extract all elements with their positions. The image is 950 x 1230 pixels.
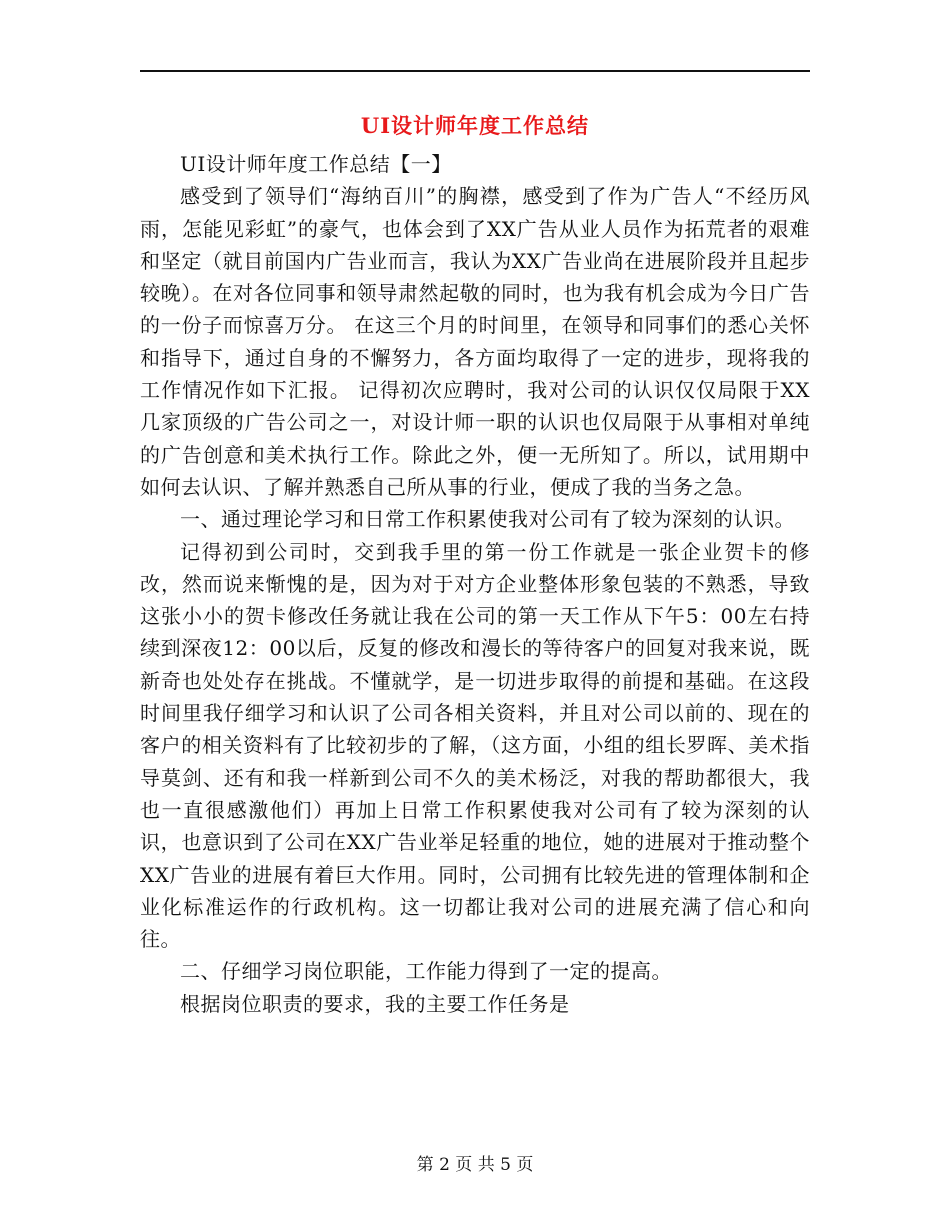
document-title: UI设计师年度工作总结 [360,113,590,138]
body-paragraph: 根据岗位职责的要求，我的主要工作任务是 [180,991,570,1016]
subsection-heading: 二、仔细学习岗位职能，工作能力得到了一定的提高。 [180,959,672,984]
body-paragraph: 记得初到公司时，交到我手里的第一份工作就是一张企业贺卡的修改，然而说来惭愧的是，因为对于对方企业整体形象包装的不熟悉，导致这张小小的贺卡修改任务就让我在公司的第一天工作从下午5：00左右持续到深夜12：00以后，反复的修改和漫长的等待客户的回复对我来说，既新奇也处处存在挑战。不懂就学，是一切进步取得的前提和基础。在这段时间里我仔细学习和认识了公司各相关资料，并且对公司以前的、现在的客户的相关资料有了比较初步的了解，（这方面，小组的组长罗晖、美术指导莫剑、还有和我一样新到公司不久的美术杨泛，对我的帮助都很大，我也一直很感激他们）再加上日常工作积累使我对公司有了较为深刻的认识，也意识到了公司在XX广告业举足轻重的地位，她的进展对于推动整个XX广告业的进展有着巨大作用。同时，公司拥有比较先进的管理体制和企业化标准运作的行政机构。这一切都让我对公司的进展充满了信心和向往。 [140,539,810,952]
section-heading: UI设计师年度工作总结【一】 [180,152,452,176]
header-rule [140,70,810,72]
subsection-heading: 一、通过理论学习和日常工作积累使我对公司有了较为深刻的认识。 [180,507,795,532]
page-number-footer: 第 2 页 共 5 页 [416,1155,534,1175]
body-paragraph: 感受到了领导们“海纳百川”的胸襟，感受到了作为广告人“不经历风雨，怎能见彩虹”的豪气，也体会到了XX广告从业人员作为拓荒者的艰难和坚定（就目前国内广告业而言，我认为XX广告业尚在进展阶段并且起步较晚）。在对各位同事和领导肃然起敬的同时，也为我有机会成为今日广告的一份子而惊喜万分。 在这三个月的时间里，在领导和同事们的悉心关怀和指导下，通过自身的不懈努力，各方面均取得了一定的进步，现将我的工作情况作如下汇报。 记得初次应聘时，我对公司的认识仅仅局限于XX几家顶级的广告公司之一，对设计师一职的认识也仅局限于从事相对单纯的广告创意和美术执行工作。除此之外，便一无所知了。所以，试用期中如何去认识、了解并熟悉自己所从事的行业，便成了我的当务之急。 [140,184,810,499]
document-body [140,148,810,1020]
